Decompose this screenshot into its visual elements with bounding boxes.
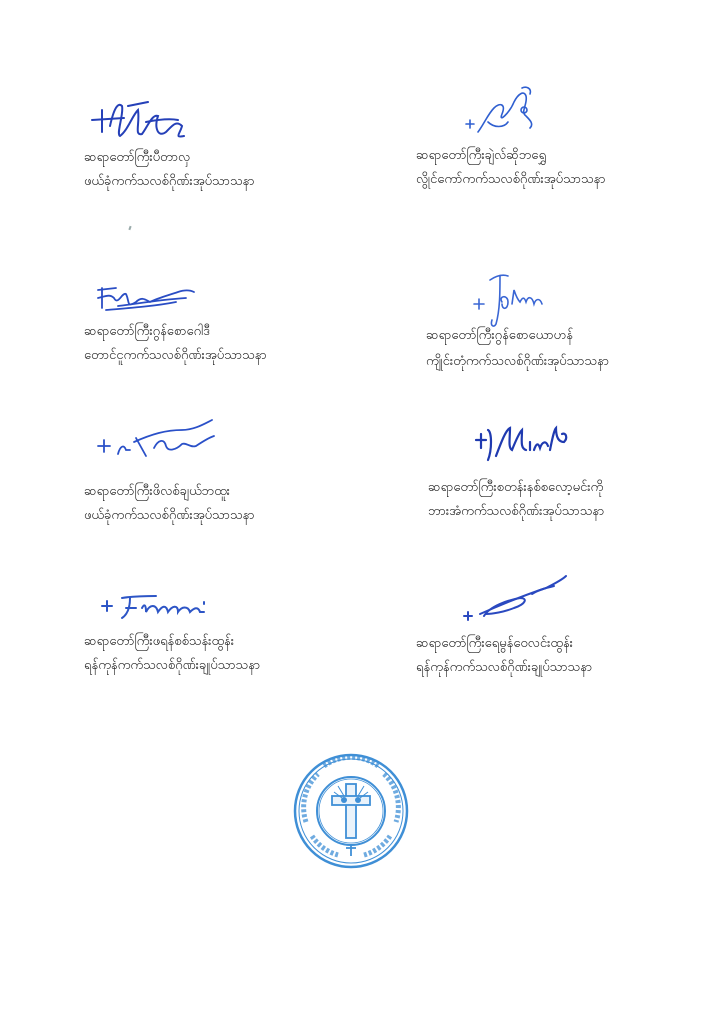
handwritten-signature xyxy=(462,574,572,624)
signatory-name: ဆရာတော်ကြီးဖိလစ်ချယ်ဘထူး xyxy=(84,484,230,499)
signatory-office: လွိုင်ကော်ကက်သလစ်ဂိုဏ်းအုပ်သာသနာ xyxy=(416,172,606,187)
signatory-name: ဆရာတော်ကြီးချဲလ်ဆိုဘရွှေ xyxy=(416,148,547,163)
signatory-office: ဘားအံကက်သလစ်ဂိုဏ်းအုပ်သာသနာ xyxy=(428,504,605,519)
handwritten-signature xyxy=(100,590,220,622)
signatory-office: ရန်ကုန်ကက်သလစ်ဂိုဏ်းချုပ်သာသနာ xyxy=(84,658,261,673)
handwritten-signature xyxy=(472,270,552,332)
signatory-name: ဆရာတော်ကြီးပီတာလှ xyxy=(84,150,191,165)
signatory-office: ဖယ်ခုံကက်သလစ်ဂိုဏ်းအုပ်သာသနာ xyxy=(84,174,255,189)
signatory-office: ရန်ကုန်ကက်သလစ်ဂိုဏ်းချုပ်သာသနာ xyxy=(416,660,593,675)
official-seal xyxy=(292,752,410,870)
signatory-office: ကျိုင်းတုံကက်သလစ်ဂိုဏ်းအုပ်သာသနာ xyxy=(426,354,610,369)
signatory-office: တောင်ငူကက်သလစ်ဂိုဏ်းအုပ်သာသနာ xyxy=(84,348,267,363)
handwritten-signature xyxy=(464,84,544,140)
signatory-block xyxy=(82,420,382,530)
signatory-name: ဆရာတော်ကြီးဖရန်စစ်သန်းထွန်း xyxy=(84,634,235,649)
handwritten-signature xyxy=(88,96,198,148)
signatory-block xyxy=(416,420,716,530)
signatory-office: ဖယ်ခုံကက်သလစ်ဂိုဏ်းအုပ်သာသနာ xyxy=(84,508,255,523)
signatory-block xyxy=(82,590,382,680)
signatory-block xyxy=(414,574,714,684)
signatory-block xyxy=(414,84,714,194)
signatory-name: ဆရာတော်ကြီးဂွန်စောဂေါဒီ xyxy=(84,324,211,339)
signatory-name: ဆရာတော်ကြီးစတန်းနစ်စလော့မင်းကို xyxy=(428,480,604,495)
signatory-block xyxy=(82,284,382,374)
handwritten-signature xyxy=(472,420,572,468)
signatory-name: ဆရာတော်ကြီးရေမွန်ဝေလင်းထွန်း xyxy=(416,636,573,651)
scan-speck xyxy=(128,226,131,230)
signatory-name: ဆရာတော်ကြီးဂွန်စောယောဟန် xyxy=(426,328,573,343)
signatory-block xyxy=(82,92,382,192)
signatory-block xyxy=(424,270,724,380)
handwritten-signature xyxy=(96,420,216,462)
handwritten-signature xyxy=(96,284,196,316)
